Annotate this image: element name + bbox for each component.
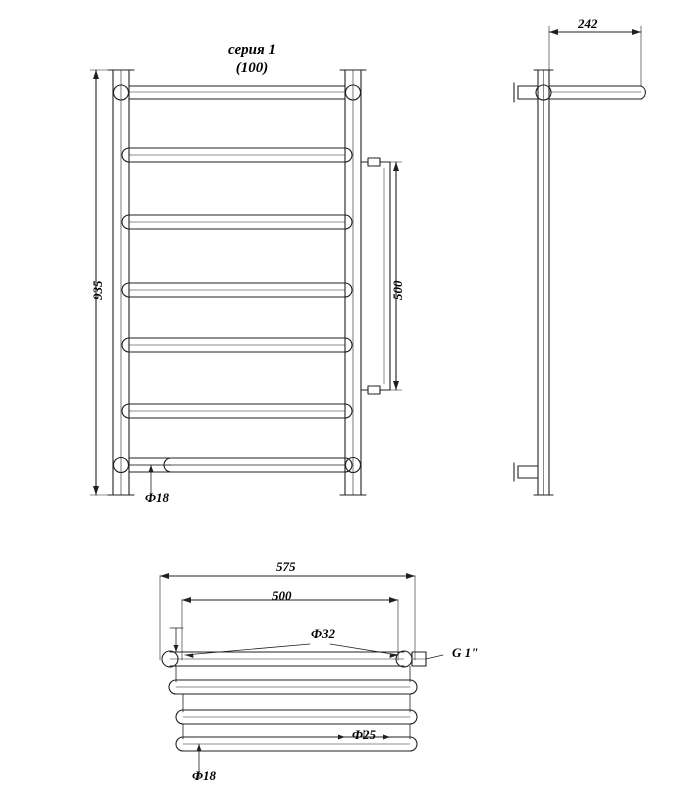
front-view-handle-dimension: 500 [390,280,405,300]
top-view-collector-diameter: Ф32 [311,626,336,641]
top-view-width-dimension: 575 [276,559,296,574]
side-view-depth-dimension: 242 [578,16,598,31]
front-view-tube-diameter: Ф18 [145,490,170,505]
top-view-thread-size: G 1" [452,645,479,660]
top-view-inner-dimension: 500 [272,588,292,603]
drawing-title-line1: серия 1 [228,42,276,58]
top-view-tube-diameter: Ф18 [192,768,217,783]
top-view-rail-diameter: Ф25 [352,727,377,742]
drawing-title-line2: (100) [235,60,269,76]
front-view-height-dimension: 935 [90,280,105,300]
